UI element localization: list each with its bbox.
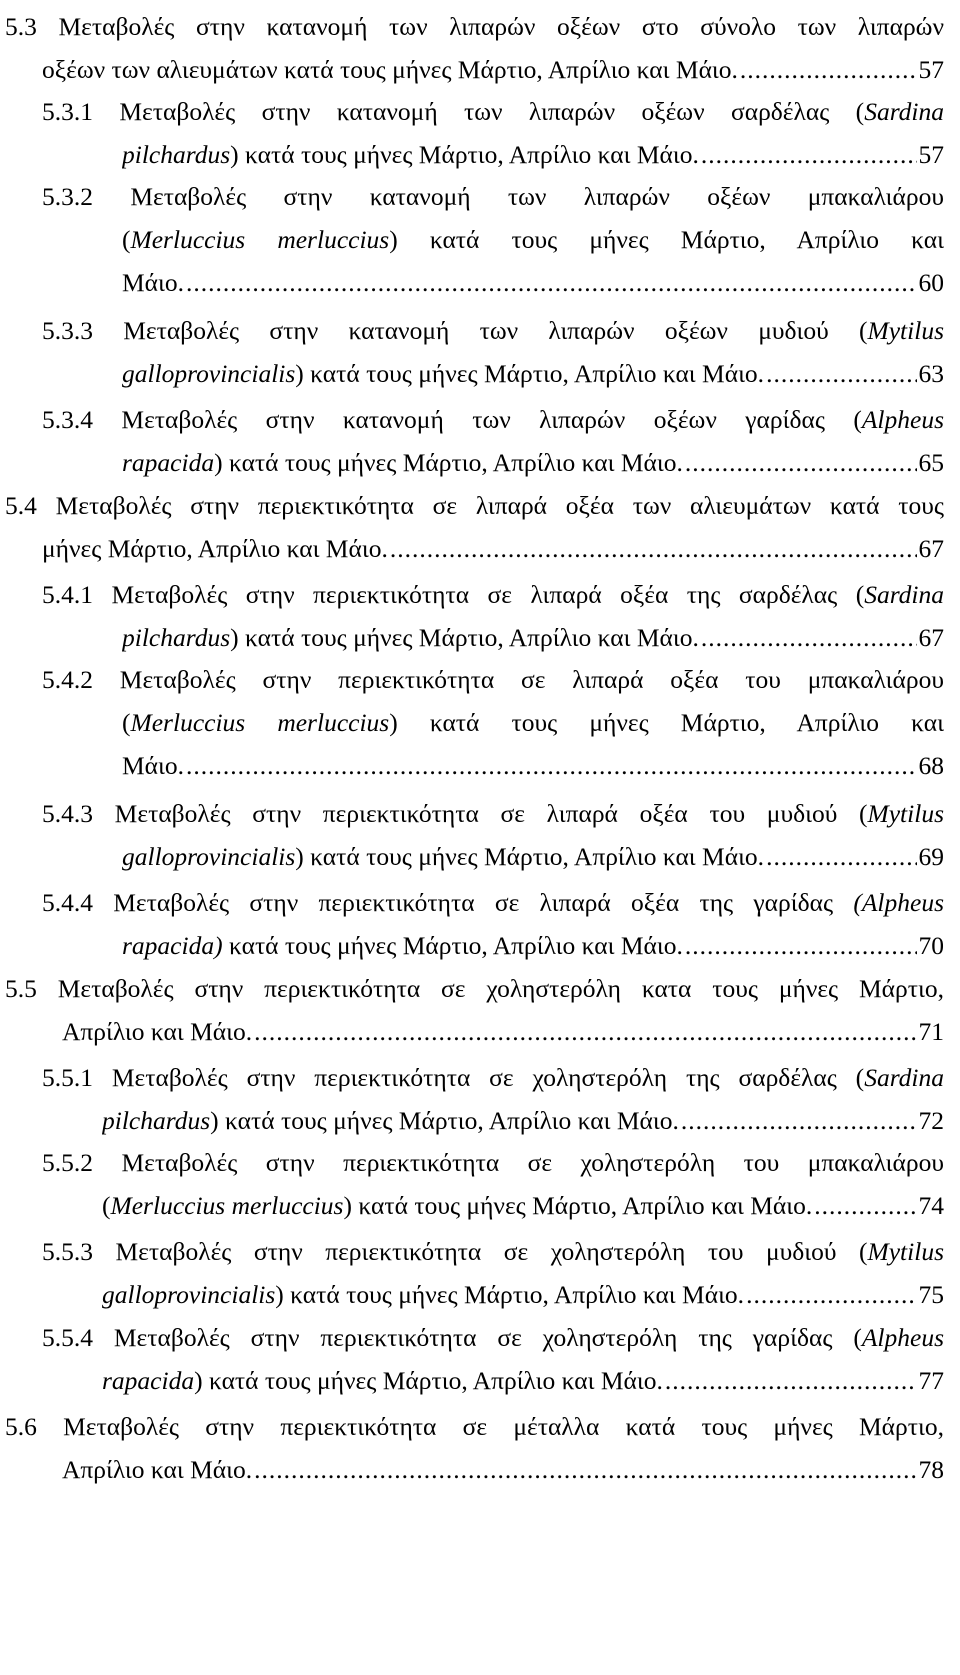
- toc-text-segment: 5.5.3 Μεταβολές στην περιεκτικότητα σε χοληστερόλη του μυδιού (: [42, 1237, 868, 1266]
- page-number[interactable]: 68: [918, 751, 944, 780]
- page-number[interactable]: 72: [918, 1106, 944, 1135]
- toc-line-text: [122, 132, 699, 178]
- toc-line-text: [102, 1183, 812, 1229]
- toc-line: [42, 880, 944, 926]
- toc-line-text: [102, 1098, 679, 1144]
- toc-line: [42, 174, 944, 220]
- toc-text-segment: οξέων των αλιευμάτων κατά τους μήνες Μάρτιο, Απρίλιο και Μάιο.: [42, 55, 738, 84]
- toc-text-segment: 5.6 Μεταβολές στην περιεκτικότητα σε μέταλλα κατά τους μήνες Μάρτιο,: [5, 1412, 944, 1441]
- toc-line-text: [122, 225, 944, 254]
- toc-line: [42, 308, 944, 354]
- toc-line: [42, 89, 944, 135]
- toc-line: [102, 1098, 944, 1144]
- species-name: Alpheus: [861, 405, 944, 434]
- dot-leader: [186, 260, 916, 306]
- dot-leader: [685, 440, 917, 486]
- toc-line-text: [42, 799, 944, 828]
- toc-line: [42, 572, 944, 618]
- page-number[interactable]: 57: [918, 55, 944, 84]
- dot-leader: [390, 526, 917, 572]
- page-number[interactable]: 57: [918, 140, 944, 169]
- toc-text-segment: ) κατά τους μήνες Μάρτιο, Απρίλιο και Μάιο.: [295, 359, 765, 388]
- toc-text-segment: ) κατά τους μήνες Μάρτιο, Απρίλιο και Μάιο.: [343, 1191, 813, 1220]
- toc-text-segment: 5.4.3 Μεταβολές στην περιεκτικότητα σε λιπαρά οξέα του μυδιού (: [42, 799, 868, 828]
- dot-leader: [665, 1358, 917, 1404]
- page-number[interactable]: 65: [918, 448, 944, 477]
- toc-text-segment: ) κατά τους μήνες Μάρτιο, Απρίλιο και Μάιο.: [230, 140, 699, 169]
- species-name: Merluccius merluccius: [110, 1191, 344, 1220]
- species-name: rapacida: [102, 1366, 195, 1395]
- toc-line: [42, 791, 944, 837]
- page-number[interactable]: 67: [918, 534, 944, 563]
- toc-line: [102, 1183, 944, 1229]
- species-name: Merluccius merluccius: [130, 225, 390, 254]
- toc-line: [5, 966, 944, 1012]
- page-number[interactable]: 63: [918, 359, 944, 388]
- toc-line-text: [122, 923, 683, 969]
- species-name: pilchardus: [122, 140, 231, 169]
- page-number[interactable]: 78: [918, 1455, 944, 1484]
- species-name: rapacida: [122, 448, 215, 477]
- page-number[interactable]: 67: [918, 623, 944, 652]
- page-number[interactable]: 74: [918, 1191, 944, 1220]
- toc-text-segment: (: [102, 1191, 111, 1220]
- toc-text-segment: 5.5.1 Μεταβολές στην περιεκτικότητα σε χοληστερόλη της σαρδέλας (: [42, 1063, 865, 1092]
- toc-line: [42, 1055, 944, 1101]
- toc-line: [5, 483, 944, 529]
- toc-text-segment: 5.3.2 Μεταβολές στην κατανομή των λιπαρών οξέων μπακαλιάρου: [42, 182, 944, 211]
- toc-line: [102, 1358, 944, 1404]
- toc-line-text: [122, 440, 683, 486]
- species-name: galloprovincialis: [122, 359, 296, 388]
- toc-line: [122, 132, 944, 178]
- species-name: Mytilus: [867, 799, 944, 828]
- toc-line: [42, 397, 944, 443]
- toc-text-segment: 5.5.2 Μεταβολές στην περιεκτικότητα σε χοληστερόλη του μπακαλιάρου: [42, 1148, 944, 1177]
- toc-line: [122, 440, 944, 486]
- toc-text-segment: Απρίλιο και Μάιο.: [62, 1017, 253, 1046]
- page-number[interactable]: 71: [918, 1017, 944, 1046]
- toc-line-text: [102, 1272, 744, 1318]
- species-name: Mytilus: [867, 1237, 944, 1266]
- toc-line-text: [42, 665, 944, 694]
- dot-leader: [746, 1272, 916, 1318]
- dot-leader: [681, 1098, 917, 1144]
- toc-line-text: [5, 491, 944, 520]
- dot-leader: [254, 1009, 916, 1055]
- toc-line-text: [5, 1412, 944, 1441]
- toc-line: [62, 1009, 944, 1055]
- toc-line-text: [42, 316, 944, 345]
- species-name: rapacida): [122, 931, 223, 960]
- dot-leader: [685, 923, 917, 969]
- species-name: Sardina: [864, 580, 944, 609]
- toc-line-text: [122, 260, 184, 306]
- dot-leader: [814, 1183, 916, 1229]
- species-name: pilchardus: [122, 623, 231, 652]
- page-number[interactable]: 69: [918, 842, 944, 871]
- toc-line-text: [5, 974, 944, 1003]
- toc-line-text: [42, 526, 388, 572]
- toc-text-segment: ) κατά τους μήνες Μάρτιο, Απρίλιο και: [389, 708, 944, 737]
- toc-line-text: [42, 888, 944, 917]
- page-number[interactable]: 60: [918, 268, 944, 297]
- toc-line-text: [5, 12, 944, 41]
- dot-leader: [186, 743, 916, 789]
- toc-text-segment: μήνες Μάρτιο, Απρίλιο και Μάιο.: [42, 534, 388, 563]
- species-name: Merluccius merluccius: [130, 708, 390, 737]
- species-name: galloprovincialis: [122, 842, 296, 871]
- toc-text-segment: ) κατά τους μήνες Μάρτιο, Απρίλιο και Μάιο.: [295, 842, 765, 871]
- toc-text-segment: ) κατά τους μήνες Μάρτιο, Απρίλιο και Μάιο.: [275, 1280, 745, 1309]
- toc-text-segment: Μάιο.: [122, 751, 185, 780]
- toc-text-segment: κατά τους μήνες Μάρτιο, Απρίλιο και Μάιο.: [222, 931, 683, 960]
- toc-line: [122, 700, 944, 746]
- toc-line: [122, 743, 944, 789]
- dot-leader: [766, 834, 916, 880]
- toc-line-text: [42, 405, 944, 434]
- toc-line: [42, 1315, 944, 1361]
- toc-line: [42, 47, 944, 93]
- toc-line-text: [62, 1009, 252, 1055]
- toc-line: [62, 1447, 944, 1493]
- toc-text-segment: 5.4.2 Μεταβολές στην περιεκτικότητα σε λιπαρά οξέα του μπακαλιάρου: [42, 665, 944, 694]
- toc-text-segment: (: [122, 708, 131, 737]
- toc-line: [5, 4, 944, 50]
- toc-text-segment: 5.4.4 Μεταβολές στην περιεκτικότητα σε λιπαρά οξέα της γαρίδας: [42, 888, 854, 917]
- toc-line: [42, 526, 944, 572]
- dot-leader: [740, 47, 917, 93]
- toc-text-segment: ) κατά τους μήνες Μάρτιο, Απρίλιο και Μάιο.: [214, 448, 683, 477]
- toc-line-text: [42, 1148, 944, 1177]
- page-number[interactable]: 70: [918, 931, 944, 960]
- toc-line: [42, 657, 944, 703]
- toc-line: [42, 1229, 944, 1275]
- toc-line-text: [42, 1063, 944, 1092]
- dot-leader: [766, 351, 916, 397]
- toc-text-segment: 5.3 Μεταβολές στην κατανομή των λιπαρών οξέων στο σύνολο των λιπαρών: [5, 12, 944, 41]
- toc-line: [122, 615, 944, 661]
- toc-line-text: [42, 580, 944, 609]
- toc-line-text: [102, 1358, 663, 1404]
- toc-text-segment: 5.3.1 Μεταβολές στην κατανομή των λιπαρών οξέων σαρδέλας (: [42, 97, 865, 126]
- toc-line-text: [42, 47, 738, 93]
- toc-text-segment: Απρίλιο και Μάιο.: [62, 1455, 253, 1484]
- species-name: Sardina: [864, 1063, 944, 1092]
- species-name: Sardina: [864, 97, 944, 126]
- toc-line: [122, 834, 944, 880]
- toc-text-segment: ) κατά τους μήνες Μάρτιο, Απρίλιο και Μάιο.: [230, 623, 699, 652]
- toc-line: [122, 217, 944, 263]
- dot-leader: [701, 615, 917, 661]
- species-name: pilchardus: [102, 1106, 211, 1135]
- dot-leader: [254, 1447, 916, 1493]
- toc-line: [122, 923, 944, 969]
- dot-leader: [701, 132, 917, 178]
- toc-text-segment: Μάιο.: [122, 268, 185, 297]
- toc-line-text: [122, 708, 944, 737]
- toc-line-text: [42, 182, 944, 211]
- toc-text-segment: 5.4 Μεταβολές στην περιεκτικότητα σε λιπαρά οξέα των αλιευμάτων κατά τους: [5, 491, 944, 520]
- toc-text-segment: 5.4.1 Μεταβολές στην περιεκτικότητα σε λιπαρά οξέα της σαρδέλας (: [42, 580, 865, 609]
- toc-line-text: [62, 1447, 252, 1493]
- toc-text-segment: ) κατά τους μήνες Μάρτιο, Απρίλιο και Μάιο.: [194, 1366, 663, 1395]
- page-number[interactable]: 75: [918, 1280, 944, 1309]
- toc-text-segment: 5.3.3 Μεταβολές στην κατανομή των λιπαρών οξέων μυδιού (: [42, 316, 868, 345]
- toc-line-text: [122, 615, 699, 661]
- toc-line: [122, 351, 944, 397]
- toc-line-text: [42, 97, 944, 126]
- toc-text-segment: 5.3.4 Μεταβολές στην κατανομή των λιπαρών οξέων γαρίδας (: [42, 405, 862, 434]
- toc-line: [5, 1404, 944, 1450]
- toc-line-text: [42, 1237, 944, 1266]
- toc-line: [42, 1140, 944, 1186]
- toc-line: [122, 260, 944, 306]
- species-name: Mytilus: [867, 316, 944, 345]
- species-name: (Alpheus: [853, 888, 944, 917]
- toc-line: [102, 1272, 944, 1318]
- page-number[interactable]: 77: [918, 1366, 944, 1395]
- toc-line-text: [42, 1323, 944, 1352]
- toc-text-segment: 5.5.4 Μεταβολές στην περιεκτικότητα σε χοληστερόλη της γαρίδας (: [42, 1323, 862, 1352]
- toc-text-segment: 5.5 Μεταβολές στην περιεκτικότητα σε χοληστερόλη κατα τους μήνες Μάρτιο,: [5, 974, 944, 1003]
- toc-line-text: [122, 834, 764, 880]
- toc-text-segment: (: [122, 225, 131, 254]
- toc-text-segment: ) κατά τους μήνες Μάρτιο, Απρίλιο και Μάιο.: [210, 1106, 679, 1135]
- toc-line-text: [122, 351, 764, 397]
- toc-line-text: [122, 743, 184, 789]
- species-name: galloprovincialis: [102, 1280, 276, 1309]
- species-name: Alpheus: [861, 1323, 944, 1352]
- toc-text-segment: ) κατά τους μήνες Μάρτιο, Απρίλιο και: [389, 225, 944, 254]
